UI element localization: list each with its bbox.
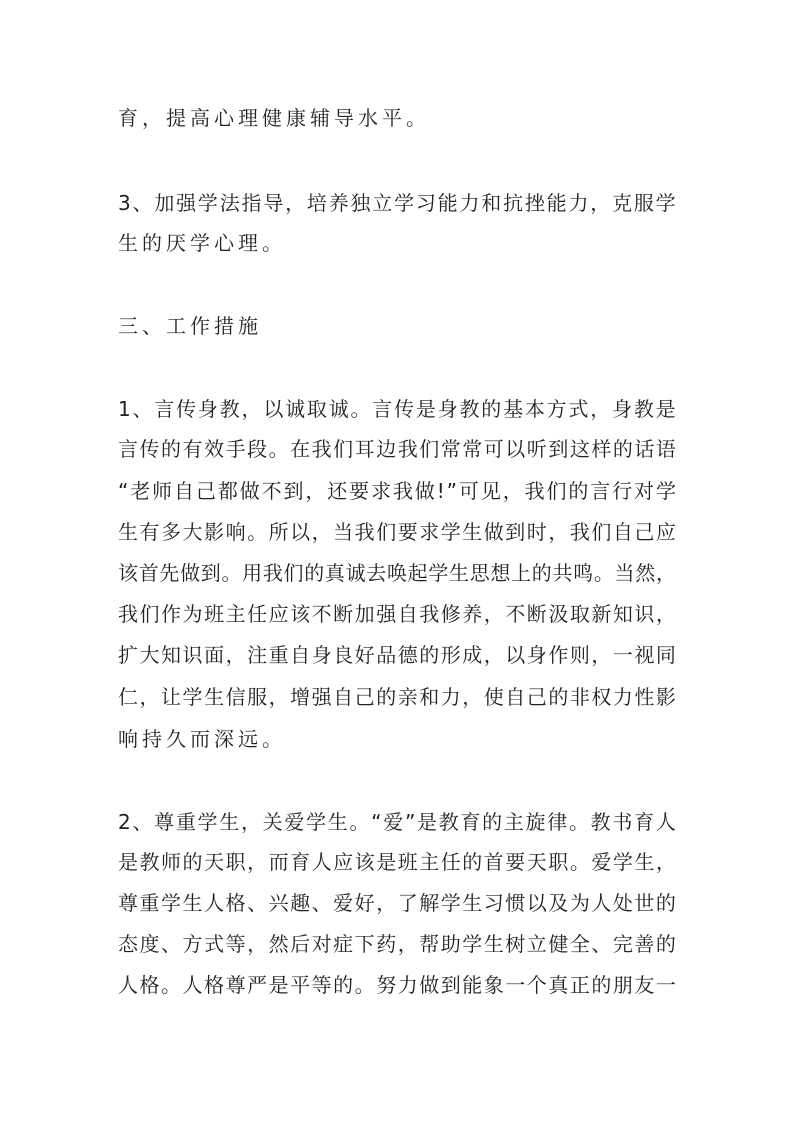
- paragraph-line: 生的厌学心理。: [118, 231, 286, 255]
- paragraph-line: 态 度 、 方 式 等 ， 然 后 对 症 下 药 ， 帮 助 学 生 树 立 健 全 、 完 善 的: [118, 932, 676, 956]
- paragraph-line: 是 教 师 的 天 职 ， 而 育 人 应 该 是 班 主 任 的 首 要 天 职 。 爱 学 生 ，: [118, 850, 676, 874]
- paragraph-line: 生 有 多 大 影 响 。 所 以 ， 当 我 们 要 求 学 生 做 到 时 ， 我 们 自 己 应: [118, 520, 676, 544]
- paragraph-line: 3 、 加 强 学 法 指 导 ， 培 养 独 立 学 习 能 力 和 抗 挫 能 力 ， 克 服 学: [118, 191, 676, 215]
- paragraph-line: 1 、 言 传 身 教 ， 以 诚 取 诚 。 言 传 是 身 教 的 基 本 方 式 ， 身 教 是: [118, 397, 676, 421]
- paragraph-line: 该 首 先 做 到 。 用 我 们 的 真 诚 去 唤 起 学 生 思 想 上 的 共 鸣 。 当 然 ，: [118, 561, 676, 585]
- paragraph-line: 人 格 。 人 格 尊 严 是 平 等 的 。 努 力 做 到 能 象 一 个 真 正 的 朋 友 一: [118, 973, 676, 997]
- paragraph-line: 尊 重 学 生 人 格 、 兴 趣 、 爱 好 ， 了 解 学 生 习 惯 以 及 为 人 处 世 的: [118, 891, 676, 915]
- paragraph-line: 2 、 尊 重 学 生 ， 关 爱 学 生 。 “ 爱 ” 是 教 育 的 主 旋 律 。 教 书 育 人: [118, 810, 676, 834]
- paragraph-line: “ 老 师 自 己 都 做 不 到 ， 还 要 求 我 做 ! ” 可 见 ， 我 们 的 言 行 对 学: [118, 479, 676, 503]
- section-heading: 三、工作措施: [118, 314, 262, 338]
- paragraph-line: 扩 大 知 识 面 ， 注 重 自 身 良 好 品 德 的 形 成 ， 以 身 作 则 ， 一 视 同: [118, 643, 676, 667]
- paragraph-line: 言 传 的 有 效 手 段 。 在 我 们 耳 边 我 们 常 常 可 以 听 到 这 样 的 话 语: [118, 437, 676, 461]
- paragraph-line: 仁 ， 让 学 生 信 服 ， 增 强 自 己 的 亲 和 力 ， 使 自 己 的 非 权 力 性 影: [118, 685, 676, 709]
- paragraph-line: 育，提高心理健康辅导水平。: [118, 106, 430, 130]
- paragraph-line: 我 们 作 为 班 主 任 应 该 不 断 加 强 自 我 修 养 ， 不 断 汲 取 新 知 识 ，: [118, 602, 676, 626]
- paragraph-line: 响持久而深远。: [118, 727, 286, 751]
